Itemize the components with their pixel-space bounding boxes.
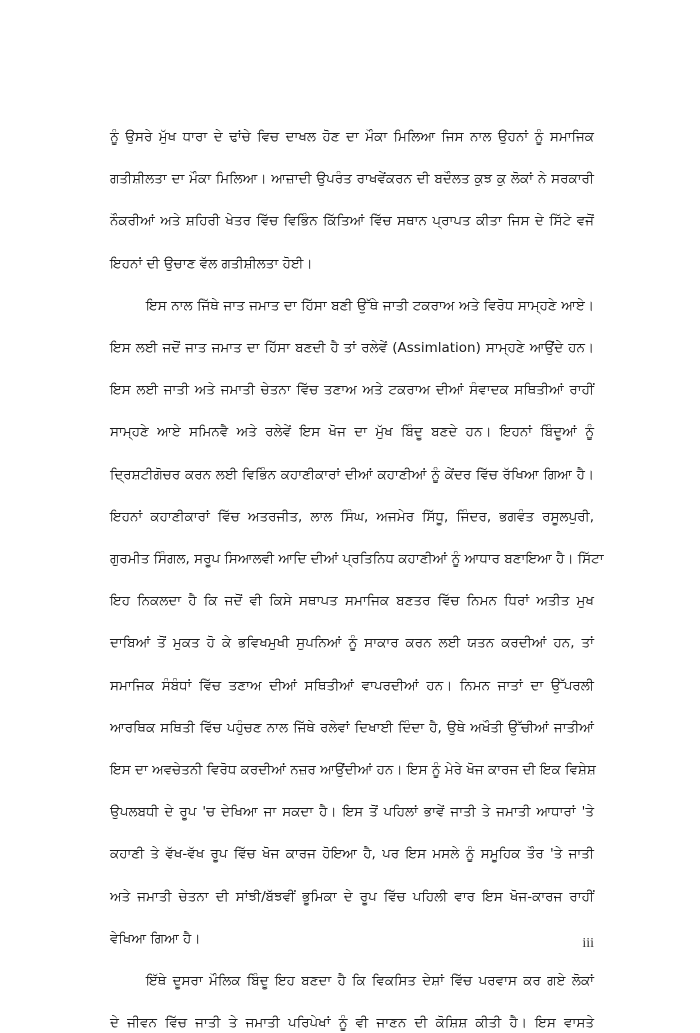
text-line: ਕਹਾਣੀ ਤੇ ਵੱਖ-ਵੱਖ ਰੂਪ ਵਿੱਚ ਖੋਜ ਕਾਰਜ ਹੋਇਆ ਹੈ, ਪਰ ਇਸ ਮਸਲੇ ਨੂੰ ਸਮੂਹਿਕ ਤੌਰ 'ਤੇ ਜਾਤੀ <box>110 846 594 862</box>
text-line: ਇਸ ਨਾਲ ਜਿੱਥੇ ਜਾਤ ਜਮਾਤ ਦਾ ਹਿੱਸਾ ਬਣੀ ਉੱਥੇ ਜਾਤੀ ਟਕਰਾਅ ਅਤੇ ਵਿਰੋਧ ਸਾਮ੍ਹਣੇ ਆਏ। <box>146 298 594 314</box>
text-line: ਸਮਾਜਿਕ ਸੰਬੰਧਾਂ ਵਿੱਚ ਤਣਾਅ ਦੀਆਂ ਸਥਿਤੀਆਂ ਵਾਪਰਦੀਆਂ ਹਨ। ਨਿਮਨ ਜਾਤਾਂ ਦਾ ਉੱਪਰਲੀ <box>110 678 594 694</box>
text-line: ਗੁਰਮੀਤ ਸਿੰਗਲ, ਸਰੂਪ ਸਿਆਲਵੀ ਆਦਿ ਦੀਆਂ ਪ੍ਰਤਿਨਿਧ ਕਹਾਣੀਆਂ ਨੂੰ ਆਧਾਰ ਬਣਾਇਆ ਹੈ। ਸਿੱਟਾ <box>110 551 604 567</box>
text-line: ਗਤੀਸ਼ੀਲਤਾ ਦਾ ਮੌਕਾ ਮਿਲਿਆ। ਆਜ਼ਾਦੀ ਉਪਰੰਤ ਰਾਖਵੇਂਕਰਨ ਦੀ ਬਦੌਲਤ ਕੁਝ ਕੁ ਲੋਕਾਂ ਨੇ ਸਰਕਾਰੀ <box>110 171 594 187</box>
text-line: ਨੌਕਰੀਆਂ ਅਤੇ ਸ਼ਹਿਰੀ ਖੇਤਰ ਵਿੱਚ ਵਿਭਿੰਨ ਕਿੱਤਿਆਂ ਵਿੱਚ ਸਥਾਨ ਪ੍ਰਾਪਤ ਕੀਤਾ ਜਿਸ ਦੇ ਸਿੱਟੇ ਵਜੋਂ <box>110 213 594 229</box>
text-line: ਅਤੇ ਜਮਾਤੀ ਚੇਤਨਾ ਦੀ ਸਾਂਝੀ/ਬੱਝਵੀਂ ਭੂਮਿਕਾ ਦੇ ਰੂਪ ਵਿੱਚ ਪਹਿਲੀ ਵਾਰ ਇਸ ਖੋਜ-ਕਾਰਜ ਰਾਹੀਂ <box>110 889 594 905</box>
text-line: ਇਹਨਾਂ ਦੀ ਉਚਾਣ ਵੱਲ ਗਤੀਸ਼ੀਲਤਾ ਹੋਈ। <box>110 256 313 272</box>
text-line: ਆਰਥਿਕ ਸਥਿਤੀ ਵਿੱਚ ਪਹੁੰਚਣ ਨਾਲ ਜਿੱਥੇ ਰਲੇਵਾਂ ਦਿਖਾਈ ਦਿੰਦਾ ਹੈ, ਉਥੇ ਅਖੌਤੀ ਉੱਚੀਆਂ ਜਾਤੀਆਂ <box>110 720 594 736</box>
page-number: iii <box>582 936 594 951</box>
text-line: ਸਾਮ੍ਹਣੇ ਆਏ ਸਮਿਨਵੈ ਅਤੇ ਰਲੇਵੇਂ ਇਸ ਖੋਜ ਦਾ ਮੁੱਖ ਬਿੰਦੂ ਬਣਦੇ ਹਨ। ਇਹਨਾਂ ਬਿੰਦੂਆਂ ਨੂੰ <box>110 424 594 440</box>
text-line: ਦੇ ਜੀਵਨ ਵਿੱਚ ਜਾਤੀ ਤੇ ਜਮਾਤੀ ਪਰਿਪੇਖਾਂ ਨੂੰ ਵੀ ਜਾਣਨ ਦੀ ਕੋਸ਼ਿਸ਼ ਕੀਤੀ ਹੈ। ਇਸ ਵਾਸਤੇ <box>110 1015 594 1031</box>
text-line: ਇਸ ਦਾ ਅਵਚੇਤਨੀ ਵਿਰੋਧ ਕਰਦੀਆਂ ਨਜ਼ਰ ਆਉਂਦੀਆਂ ਹਨ। ਇਸ ਨੂੰ ਮੇਰੇ ਖੋਜ ਕਾਰਜ ਦੀ ਇਕ ਵਿਸ਼ੇਸ਼ <box>110 762 596 778</box>
text-line: ਦ੍ਰਿਸ਼ਟੀਗੋਚਰ ਕਰਨ ਲਈ ਵਿਭਿੰਨ ਕਹਾਣੀਕਾਰਾਂ ਦੀਆਂ ਕਹਾਣੀਆਂ ਨੂੰ ਕੇਂਦਰ ਵਿੱਚ ਰੱਖਿਆ ਗਿਆ ਹੈ। <box>110 467 594 483</box>
text-line: ਨੂੰ ਉਸਰੇ ਮੁੱਖ ਧਾਰਾ ਦੇ ਢਾਂਚੇ ਵਿਚ ਦਾਖਲ ਹੋਣ ਦਾ ਮੌਕਾ ਮਿਲਿਆ ਜਿਸ ਨਾਲ ਉਹਨਾਂ ਨੂੰ ਸਮਾਜਿਕ <box>110 129 594 145</box>
text-line: ਇਸ ਲਈ ਜਾਤੀ ਅਤੇ ਜਮਾਤੀ ਚੇਤਨਾ ਵਿੱਚ ਤਣਾਅ ਅਤੇ ਟਕਰਾਅ ਦੀਆਂ ਸੰਵਾਦਕ ਸਥਿਤੀਆਂ ਰਾਹੀਂ <box>110 382 594 398</box>
text-line: ਉਪਲਬਧੀ ਦੇ ਰੂਪ 'ਚ ਦੇਖਿਆ ਜਾ ਸਕਦਾ ਹੈ। ਇਸ ਤੋਂ ਪਹਿਲਾਂ ਭਾਵੇਂ ਜਾਤੀ ਤੇ ਜਮਾਤੀ ਆਧਾਰਾਂ 'ਤੇ <box>110 804 594 820</box>
text-line: ਦਾਬਿਆਂ ਤੋਂ ਮੁਕਤ ਹੋ ਕੇ ਭਵਿਖਮੁਖੀ ਸੁਪਨਿਆਂ ਨੂੰ ਸਾਕਾਰ ਕਰਨ ਲਈ ਯਤਨ ਕਰਦੀਆਂ ਹਨ, ਤਾਂ <box>110 635 594 651</box>
text-line: ਇੱਥੇ ਦੂਸਰਾ ਮੌਲਿਕ ਬਿੰਦੂ ਇਹ ਬਣਦਾ ਹੈ ਕਿ ਵਿਕਸਿਤ ਦੇਸ਼ਾਂ ਵਿੱਚ ਪਰਵਾਸ ਕਰ ਗਏ ਲੋਕਾਂ <box>146 973 594 989</box>
text-line: ਇਸ ਲਈ ਜਦੋਂ ਜਾਤ ਜਮਾਤ ਦਾ ਹਿੱਸਾ ਬਣਦੀ ਹੈ ਤਾਂ ਰਲੇਵੇਂ (Assimlation) ਸਾਮ੍ਹਣੇ ਆਉਂਦੇ ਹਨ। <box>110 340 594 356</box>
text-line: ਇਹ ਨਿਕਲਦਾ ਹੈ ਕਿ ਜਦੋਂ ਵੀ ਕਿਸੇ ਸਥਾਪਤ ਸਮਾਜਿਕ ਬਣਤਰ ਵਿੱਚ ਨਿਮਨ ਧਿਰਾਂ ਅਤੀਤ ਮੁਖ <box>110 593 594 609</box>
text-line: ਵੇਖਿਆ ਗਿਆ ਹੈ। <box>110 931 201 947</box>
text-line: ਇਹਨਾਂ ਕਹਾਣੀਕਾਰਾਂ ਵਿੱਚ ਅਤਰਜੀਤ, ਲਾਲ ਸਿੰਘ, ਅਜਮੇਰ ਸਿੱਧੂ, ਜਿੰਦਰ, ਭਗਵੰਤ ਰਸੂਲਪੁਰੀ, <box>110 509 594 525</box>
